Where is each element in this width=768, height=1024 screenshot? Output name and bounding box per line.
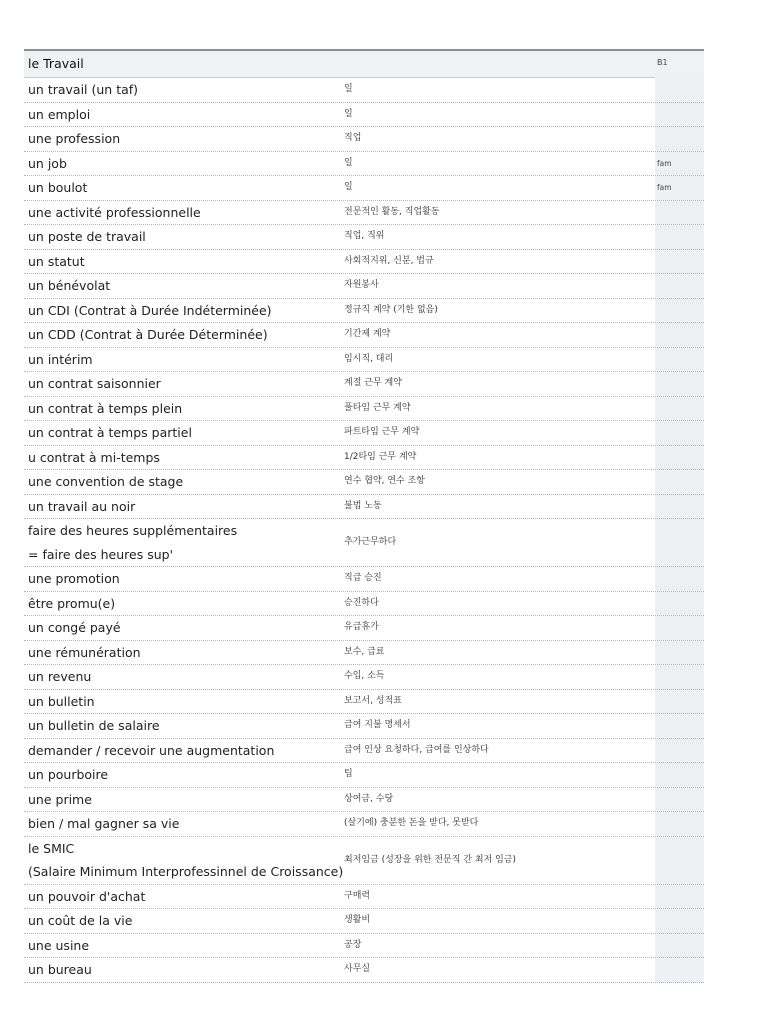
french-term: un contrat à temps partiel <box>28 425 192 440</box>
korean-translation: 불법 노동 <box>344 500 382 511</box>
table-row <box>24 78 704 103</box>
sheet-title: le Travail <box>28 56 84 71</box>
level-badge: B1 <box>657 58 668 67</box>
table-row <box>24 372 704 397</box>
korean-translation: 기간제 계약 <box>344 329 391 339</box>
korean-translation: 승진하다 <box>344 597 379 608</box>
french-term: un statut <box>28 253 85 269</box>
register-note: fam <box>657 158 672 168</box>
french-term: un bulletin de salaire <box>28 718 160 733</box>
french-term: une promotion <box>28 571 120 586</box>
french-term: un bénévolat <box>28 278 111 293</box>
table-row <box>24 616 704 641</box>
french-term: un revenu <box>28 669 92 684</box>
korean-translation: 파트타임 근무 계약 <box>344 427 420 437</box>
korean-translation: 직업, 직위 <box>344 231 385 241</box>
korean-translation: (살기에) 충분한 돈을 받다, 못받다 <box>344 818 479 828</box>
french-term: le SMIC <box>28 840 75 856</box>
french-term: une prime <box>28 791 92 807</box>
french-term: (Salaire Minimum Interprofessinnel de Croissance) <box>28 864 344 879</box>
table-row <box>24 567 704 592</box>
korean-translation: 급여 지불 명세서 <box>344 720 411 730</box>
korean-translation: 유급휴가 <box>344 622 379 632</box>
korean-translation: 보수, 급료 <box>344 646 385 657</box>
table-row <box>24 837 704 885</box>
korean-translation: 일 <box>344 84 353 94</box>
korean-translation: 급여 인상 요청하다, 급여를 인상하다 <box>344 744 489 755</box>
table-row <box>24 323 704 348</box>
french-term: un pouvoir d'achat <box>28 888 146 904</box>
korean-translation: 보고서, 성적표 <box>344 695 402 706</box>
french-term: un contrat à temps plein <box>28 400 183 416</box>
french-term: une convention de stage <box>28 474 184 489</box>
korean-translation: 일 <box>344 182 353 192</box>
table-row <box>24 127 704 152</box>
french-term: un intérim <box>28 351 93 367</box>
french-term: bien / mal gagner sa vie <box>28 816 180 831</box>
french-term: une profession <box>28 131 121 146</box>
table-row <box>24 519 704 567</box>
table-row <box>24 103 704 128</box>
korean-translation: 사회적지위, 신분, 법규 <box>344 255 434 266</box>
french-term: un CDI (Contrat à Durée Indéterminée) <box>28 302 272 318</box>
table-row <box>24 225 704 250</box>
korean-translation: 전문적인 활동, 직업활동 <box>344 206 440 217</box>
french-term: un bureau <box>28 962 92 977</box>
table-row <box>24 934 704 959</box>
table-row <box>24 739 704 764</box>
korean-translation: 추가근무하다 <box>344 537 397 547</box>
korean-translation: 사무실 <box>344 964 371 974</box>
french-term: un travail (un taf) <box>28 82 139 97</box>
korean-translation: 연수 협약, 연수 조항 <box>344 476 425 486</box>
french-term: un CDD (Contrat à Durée Déterminée) <box>28 327 268 342</box>
french-term: un congé payé <box>28 620 121 635</box>
table-row <box>24 714 704 739</box>
table-row <box>24 812 704 837</box>
table-row <box>24 788 704 813</box>
register-note: fam <box>657 183 672 192</box>
korean-translation: 직급 승진 <box>344 573 382 583</box>
french-term: un bulletin <box>28 693 95 709</box>
french-term: u contrat à mi-temps <box>28 449 160 465</box>
korean-translation: 공장 <box>344 939 362 950</box>
french-term: un travail au noir <box>28 498 136 514</box>
french-term: un job <box>28 155 67 171</box>
table-row <box>24 421 704 446</box>
table-row <box>24 470 704 495</box>
table-row <box>24 958 704 983</box>
table-row <box>24 152 704 177</box>
french-term: être promu(e) <box>28 595 116 611</box>
french-term: une activité professionnelle <box>28 204 201 220</box>
french-term: un emploi <box>28 106 91 122</box>
korean-translation: 생활비 <box>344 915 371 925</box>
table-row <box>24 348 704 373</box>
korean-translation: 수입, 소득 <box>344 671 385 681</box>
french-term: un contrat saisonnier <box>28 376 161 391</box>
vocabulary-sheet <box>24 49 704 983</box>
table-row <box>24 690 704 715</box>
table-row <box>24 641 704 666</box>
french-term: faire des heures supplémentaires <box>28 523 238 538</box>
french-term: un coût de la vie <box>28 913 133 928</box>
korean-translation: 1/2타임 근무 계약 <box>344 451 417 462</box>
korean-translation: 임시직, 대리 <box>344 353 394 364</box>
korean-translation: 구매력 <box>344 890 371 901</box>
table-row <box>24 250 704 275</box>
korean-translation: 정규직 계약 (기한 없음) <box>344 304 438 315</box>
french-term: une usine <box>28 937 90 953</box>
korean-translation: 직업 <box>344 133 362 143</box>
table-row <box>24 909 704 934</box>
table-row <box>24 299 704 324</box>
korean-translation: 풀타임 근무 계약 <box>344 402 411 413</box>
table-row <box>24 176 704 201</box>
korean-translation: 상여금, 수당 <box>344 793 394 804</box>
table-row <box>24 446 704 471</box>
french-term: = faire des heures sup' <box>28 546 174 562</box>
french-term: un boulot <box>28 180 88 195</box>
french-term: une rémunération <box>28 644 141 660</box>
sheet-header <box>24 49 704 78</box>
korean-translation: 계절 근무 계약 <box>344 378 402 388</box>
french-term: un poste de travail <box>28 229 146 244</box>
table-row <box>24 274 704 299</box>
french-term: demander / recevoir une augmentation <box>28 742 275 758</box>
table-row <box>24 495 704 520</box>
korean-translation: 최저임금 (성장을 위한 전문직 간 최저 임금) <box>344 854 516 865</box>
table-row <box>24 885 704 910</box>
table-row <box>24 397 704 422</box>
table-row <box>24 763 704 788</box>
table-row <box>24 665 704 690</box>
korean-translation: 일 <box>344 157 353 168</box>
vocabulary-table <box>24 78 704 983</box>
korean-translation: 팁 <box>344 769 353 779</box>
korean-translation: 자원봉사 <box>344 280 379 290</box>
korean-translation: 일 <box>344 108 353 119</box>
table-row <box>24 592 704 617</box>
table-row <box>24 201 704 226</box>
french-term: un pourboire <box>28 767 109 782</box>
